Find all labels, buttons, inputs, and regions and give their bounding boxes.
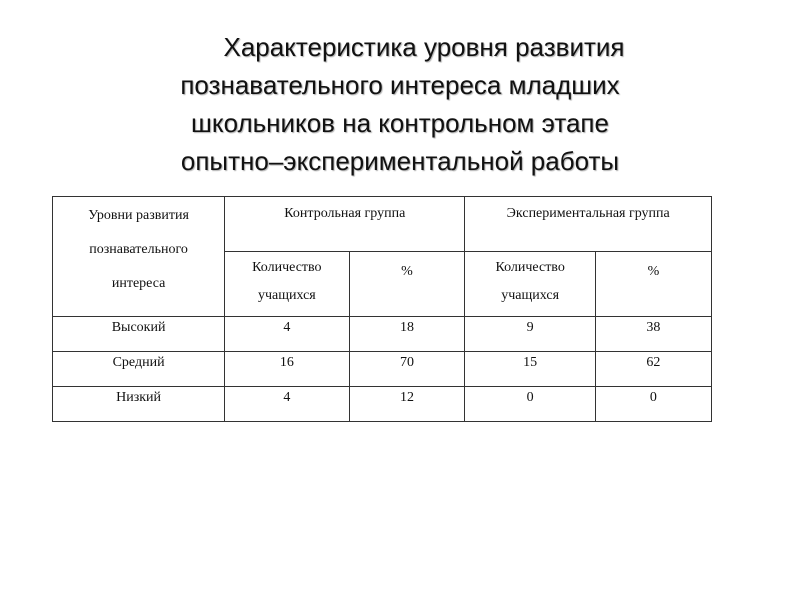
table-row — [53, 352, 712, 387]
exp-count-cell: 0 — [465, 387, 595, 422]
header-count-line: Количество — [495, 260, 565, 275]
header-exp-percent — [595, 252, 711, 317]
level-cell: Низкий — [53, 387, 225, 422]
control-count-cell: 4 — [225, 317, 349, 352]
table-row — [53, 387, 712, 422]
title-line: познавательного интереса младших — [180, 70, 620, 100]
control-count-cell: 4 — [225, 387, 349, 422]
header-levels-line: Уровни развития — [88, 208, 189, 223]
results-table — [52, 196, 712, 422]
title-line: школьников на контрольном этапе — [191, 108, 609, 138]
table-header-row — [53, 197, 712, 252]
title-line: Характеристика уровня развития — [223, 32, 625, 62]
header-levels-line: интереса — [111, 276, 166, 291]
exp-percent-cell: 0 — [595, 387, 711, 422]
exp-percent-cell: 38 — [595, 317, 711, 352]
exp-count-cell: 15 — [465, 352, 595, 387]
level-cell: Высокий — [53, 317, 225, 352]
header-control-group: Контрольная группа — [225, 197, 465, 252]
header-percent-label: % — [401, 264, 413, 279]
table-row — [53, 317, 712, 352]
header-levels-line: познавательного — [89, 242, 188, 257]
header-count-line: Количество — [252, 260, 322, 275]
exp-percent-cell: 62 — [595, 352, 711, 387]
control-count-cell: 16 — [225, 352, 349, 387]
header-count-line: учащихся — [257, 288, 316, 303]
control-percent-cell: 18 — [349, 317, 465, 352]
exp-count-cell: 9 — [465, 317, 595, 352]
header-control-percent — [349, 252, 465, 317]
control-percent-cell: 70 — [349, 352, 465, 387]
header-levels — [53, 197, 225, 317]
level-cell: Средний — [53, 352, 225, 387]
header-count-line: учащихся — [501, 288, 560, 303]
header-experimental-group: Экспериментальная группа — [465, 197, 712, 252]
header-control-count — [225, 252, 349, 317]
title-line: опытно–экспериментальной работы — [180, 146, 620, 176]
slide-title — [60, 28, 740, 180]
control-percent-cell: 12 — [349, 387, 465, 422]
header-exp-count — [465, 252, 595, 317]
header-percent-label: % — [647, 264, 660, 279]
